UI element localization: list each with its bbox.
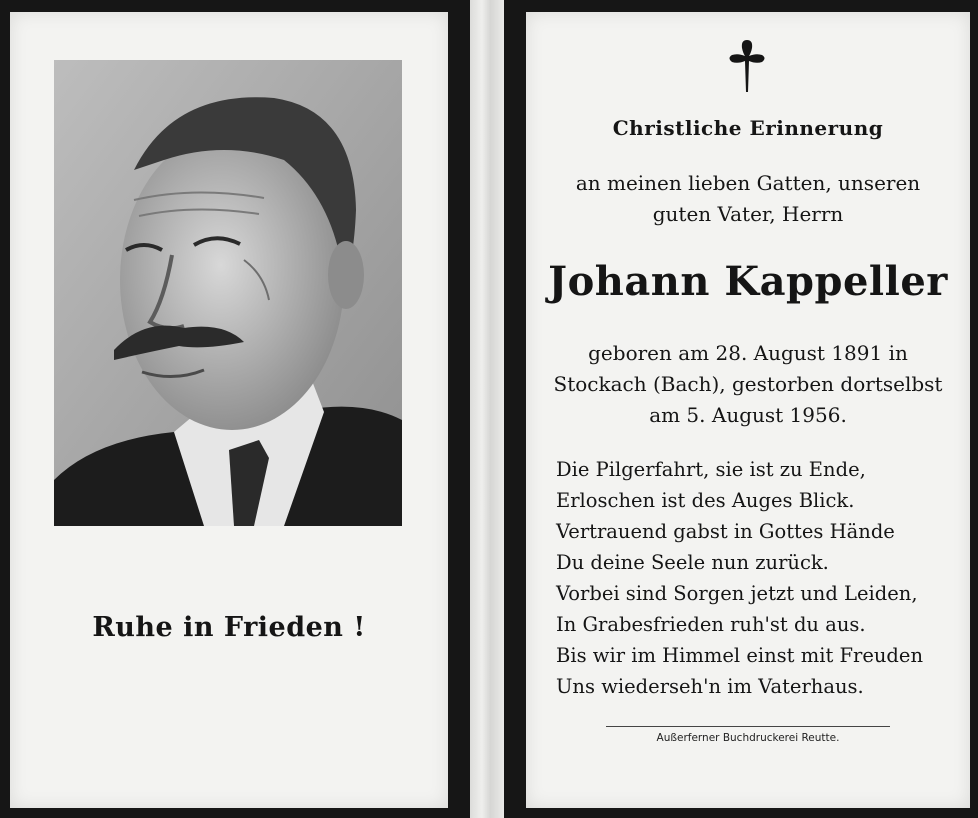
motto-text: Ruhe in Frieden !	[92, 612, 366, 643]
card-fold	[470, 0, 504, 818]
poem-line: Uns wiederseh'n im Vaterhaus.	[556, 675, 864, 698]
intro-line: an meinen lieben Gatten, unseren	[575, 171, 921, 195]
printer-credit: Außerferner Buchdruckerei Reutte.	[656, 732, 840, 744]
intro-line: guten Vater, Herrn	[652, 202, 844, 226]
poem-line: Bis wir im Himmel einst mit Freuden	[556, 644, 924, 667]
life-line: am 5. August 1956.	[649, 403, 847, 427]
divider	[606, 726, 890, 727]
portrait-photo	[54, 60, 402, 526]
poem-line: Die Pilgerfahrt, sie ist zu Ende,	[556, 458, 866, 481]
memorial-text-card	[526, 12, 970, 808]
poem-line: Vorbei sind Sorgen jetzt und Leiden,	[556, 582, 918, 605]
life-line: geboren am 28. August 1891 in	[588, 341, 908, 365]
poem-line: In Grabesfrieden ruh'st du aus.	[556, 613, 866, 636]
poem	[556, 454, 956, 702]
cross-icon	[726, 38, 768, 94]
life-line: Stockach (Bach), gestorben dortselbst	[553, 372, 943, 396]
poem-line: Erloschen ist des Auges Blick.	[556, 489, 855, 512]
poem-line: Du deine Seele nun zurück.	[556, 551, 829, 574]
poem-line: Vertrauend gabst in Gottes Hände	[556, 520, 895, 543]
intro-text	[526, 168, 970, 230]
life-dates	[526, 338, 970, 431]
deceased-name: Johann Kappeller	[548, 258, 948, 305]
portrait-card	[10, 12, 448, 808]
heading: Christliche Erinnerung	[612, 116, 884, 140]
